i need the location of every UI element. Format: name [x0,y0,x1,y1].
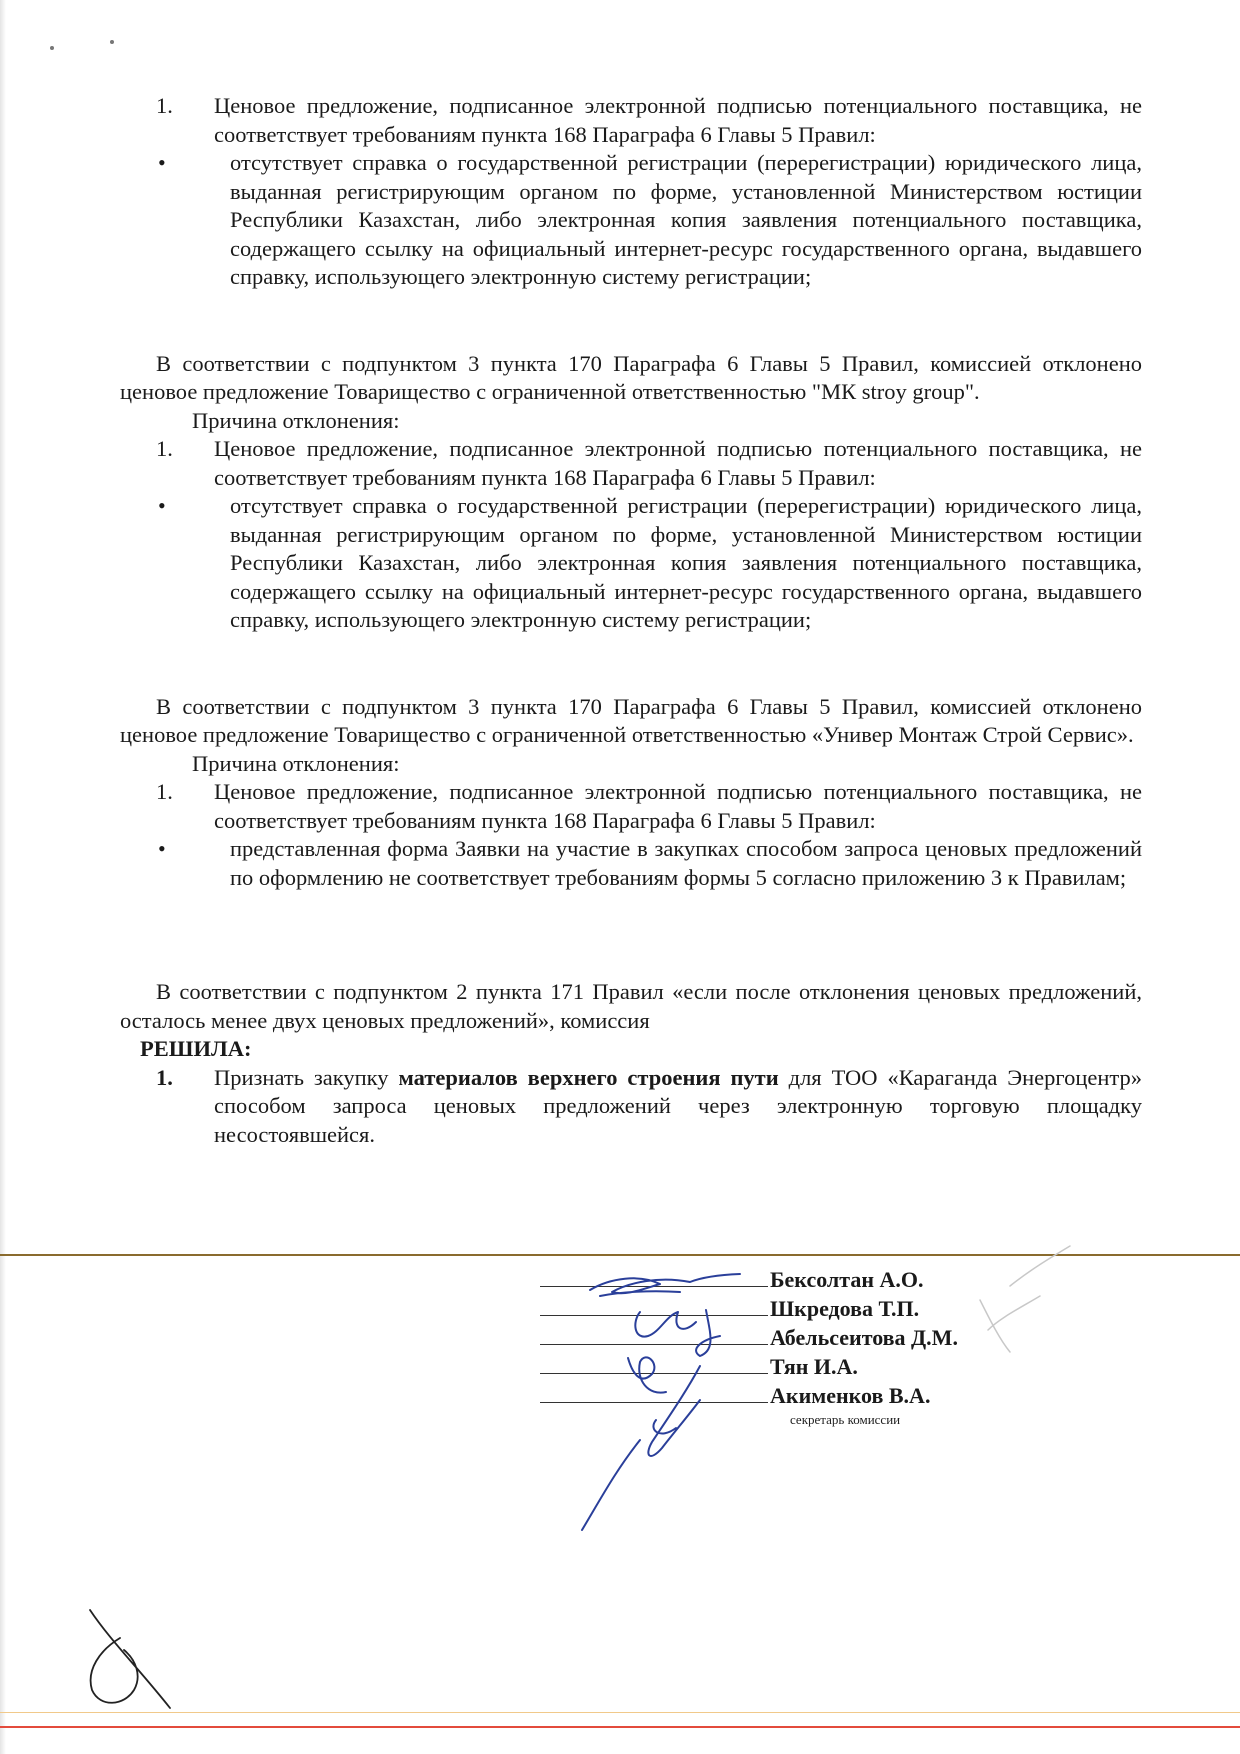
bullet-icon: • [158,150,166,175]
signature-row [540,1293,1010,1322]
signature-row [540,1380,1010,1409]
signature-row [540,1264,1010,1293]
decision-subject: материалов верхнего строения пути [398,1064,779,1090]
paragraph: В соответствии с подпунктом 3 пункта 170 Параграфа 6 Главы 5 Правил, комиссией отклонено ценовое предложение Товарищество с ограниченной ответственностью «Универ Монтаж Строй Сервис». [120,693,1142,747]
item-number: 1. [156,1064,173,1090]
bullet-icon: • [158,836,166,861]
bullet-icon: • [158,493,166,518]
footer-line [0,1712,1240,1713]
bullet-text: представленная форма Заявки на участие в закупках способом запроса ценовых предложений по оформлению не соответствует требованиям формы 5 согласно приложению 3 к Правилам; [230,836,1142,890]
decision-text [214,1064,1142,1150]
item-text: Ценовое предложение, подписанное электронной подписью потенциального поставщика, не соответствует требованиям пункта 168 Параграфа 6 Главы 5 Правил: [214,779,1142,833]
footer-line [0,1726,1240,1728]
signature-line [540,1315,768,1316]
signatory-name: Акименков В.А. [770,1383,931,1408]
secretary-role: секретарь комиссии [790,1412,901,1427]
signature-line [540,1373,768,1374]
signatory-name: Шкредова Т.П. [770,1296,920,1321]
scan-speck [50,46,54,50]
reason-label: Причина отклонения: [192,750,400,776]
paragraph: В соответствии с подпунктом 2 пункта 171 Правил «если после отклонения ценовых предложений, осталось менее двух ценовых предложений», комиссия [120,979,1142,1033]
bullet-item [120,835,1142,892]
scan-speck [110,40,114,44]
bullet-text: отсутствует справка о государственной регистрации (перерегистрации) юридического лица, выданная регистрирующим органом по форме, установленной Министерством юстиции Республики Казахстан, либо электронная копия заявления потенциального поставщика, содержащего ссылку на официальный интернет-ресурс государственного органа, выдавшего справку, использующего электронную систему регистрации; [230,150,1142,289]
signature-row [540,1322,1010,1351]
bullet-item [120,149,1142,292]
signature-line [540,1286,768,1287]
signatory-name: Абельсеитова Д.М. [770,1325,958,1350]
item-text: Ценовое предложение, подписанное электронной подписью потенциального поставщика, не соответствует требованиям пункта 168 Параграфа 6 Главы 5 Правил: [214,436,1142,490]
paragraph: В соответствии с подпунктом 3 пункта 170 Параграфа 6 Главы 5 Правил, комиссией отклонено ценовое предложение Товарищество с ограниченной ответственностью "МК stroy group". [120,350,1142,404]
signature-row [540,1351,1010,1380]
signature-line [540,1402,768,1403]
signatory-name: Тян И.А. [770,1354,858,1379]
signature-line [540,1344,768,1345]
numbered-item [120,92,1142,149]
decision-text-start: Признать закупку [214,1064,399,1090]
item-number: 1. [156,779,173,804]
scan-edge [0,0,6,1754]
decision-text-end: для ТОО «Караганда Энергоцентр» способом запроса ценовых предложений через электронную торговую площадку несостоявшейся. [214,1064,1143,1147]
numbered-item [120,435,1142,492]
signature-block [540,1264,1010,1409]
initials-stroke [90,1610,170,1708]
bullet-item [120,492,1142,635]
numbered-item [120,778,1142,835]
item-text: Ценовое предложение, подписанное электронной подписью потенциального поставщика, не соответствует требованиям пункта 168 Параграфа 6 Главы 5 Правил: [214,93,1142,147]
reason-label: Причина отклонения: [192,407,400,433]
signatory-name: Бексолтан А.О. [770,1267,924,1292]
decision-item [120,1064,1142,1150]
item-number: 1. [156,93,173,118]
decision-heading: РЕШИЛА: [140,1036,252,1061]
document-body [120,92,1142,1149]
bullet-text: отсутствует справка о государственной регистрации (перерегистрации) юридического лица, выданная регистрирующим органом по форме, установленной Министерством юстиции Республики Казахстан, либо электронная копия заявления потенциального поставщика, содержащего ссылку на официальный интернет-ресурс государственного органа, выдавшего справку, использующего электронную систему регистрации; [230,493,1142,632]
item-number: 1. [156,436,173,461]
section-divider [0,1254,1240,1256]
